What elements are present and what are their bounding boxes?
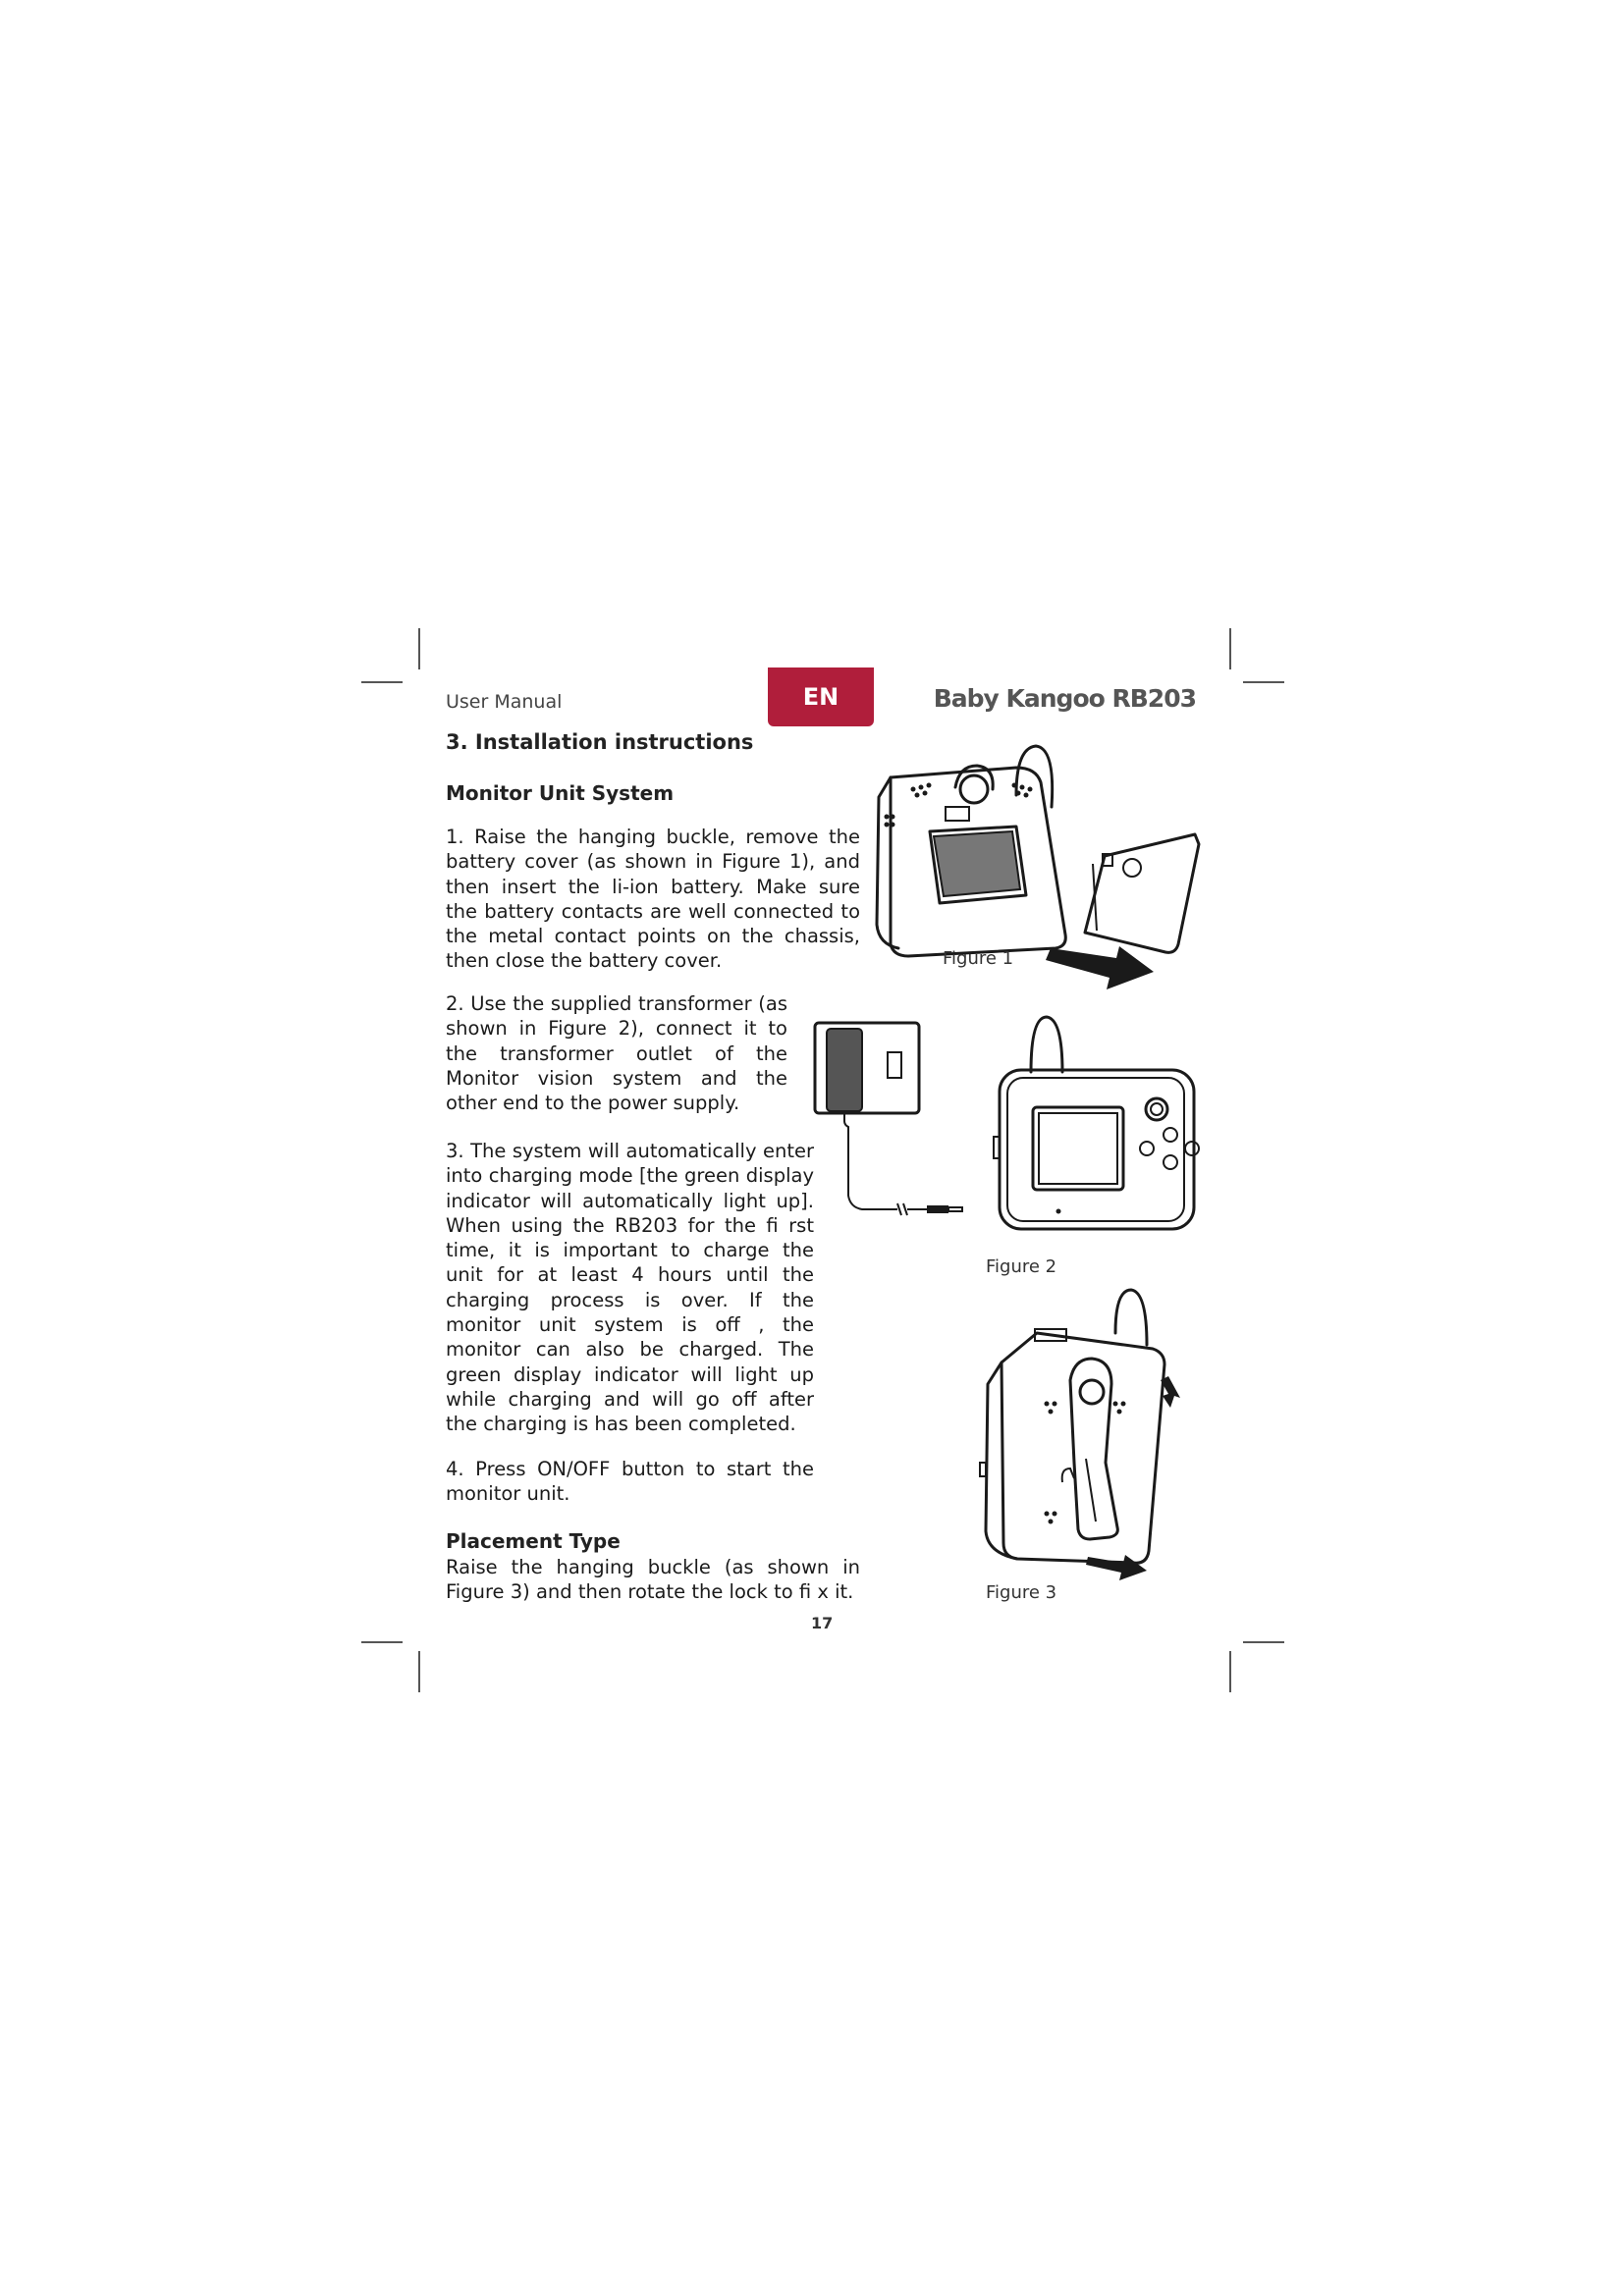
step-2-text: 2. Use the supplied transformer (as shown in Figure 2), connect it to the transformer outlet of the Monitor vision system and the other end to the power supply.	[446, 992, 787, 1115]
placement-text: Raise the hanging buckle (as shown in Figure 3) and then rotate the lock to fi x it.	[446, 1556, 860, 1604]
figure-2-caption: Figure 2	[986, 1256, 1057, 1277]
step-4-text: 4. Press ON/OFF button to start the monitor unit.	[446, 1458, 814, 1506]
figure-1-caption: Figure 1	[943, 948, 1014, 969]
figure-1-battery-illustration	[869, 738, 1208, 995]
language-tab: EN	[768, 667, 874, 726]
header-manual-label: User Manual	[446, 691, 563, 713]
crop-mark	[361, 681, 403, 683]
header-product-name: Baby Kangoo RB203	[933, 684, 1196, 713]
crop-mark	[361, 1641, 403, 1643]
placement-title: Placement Type	[446, 1529, 621, 1553]
figure-2-charging-illustration	[811, 1007, 1204, 1253]
figure-3-caption: Figure 3	[986, 1582, 1057, 1603]
crop-mark	[1229, 1651, 1231, 1692]
step-3-text: 3. The system will automatically enter into charging mode [the green display indicator will automatically light up]. When using the RB203 for the fi rst time, it is important to charge the unit for at least 4 hours until the charging process is over. If the monitor unit system is off , the monitor can also be charged. The green display indicator will light up while charging and will go off after the charging is has been completed.	[446, 1140, 814, 1436]
crop-mark	[1243, 1641, 1284, 1643]
crop-mark	[1243, 681, 1284, 683]
section-title: 3. Installation instructions	[446, 730, 754, 754]
crop-mark	[1229, 628, 1231, 669]
crop-mark	[418, 1651, 420, 1692]
figure-3-stand-illustration	[968, 1286, 1198, 1580]
page-number: 17	[811, 1614, 834, 1632]
subsection-title: Monitor Unit System	[446, 781, 675, 805]
crop-mark	[418, 628, 420, 669]
step-1-text: 1. Raise the hanging buckle, remove the battery cover (as shown in Figure 1), and then insert the li-ion battery. Make sure the battery contacts are well connected to the metal contact points on the chassis, then close the battery cover.	[446, 826, 860, 973]
